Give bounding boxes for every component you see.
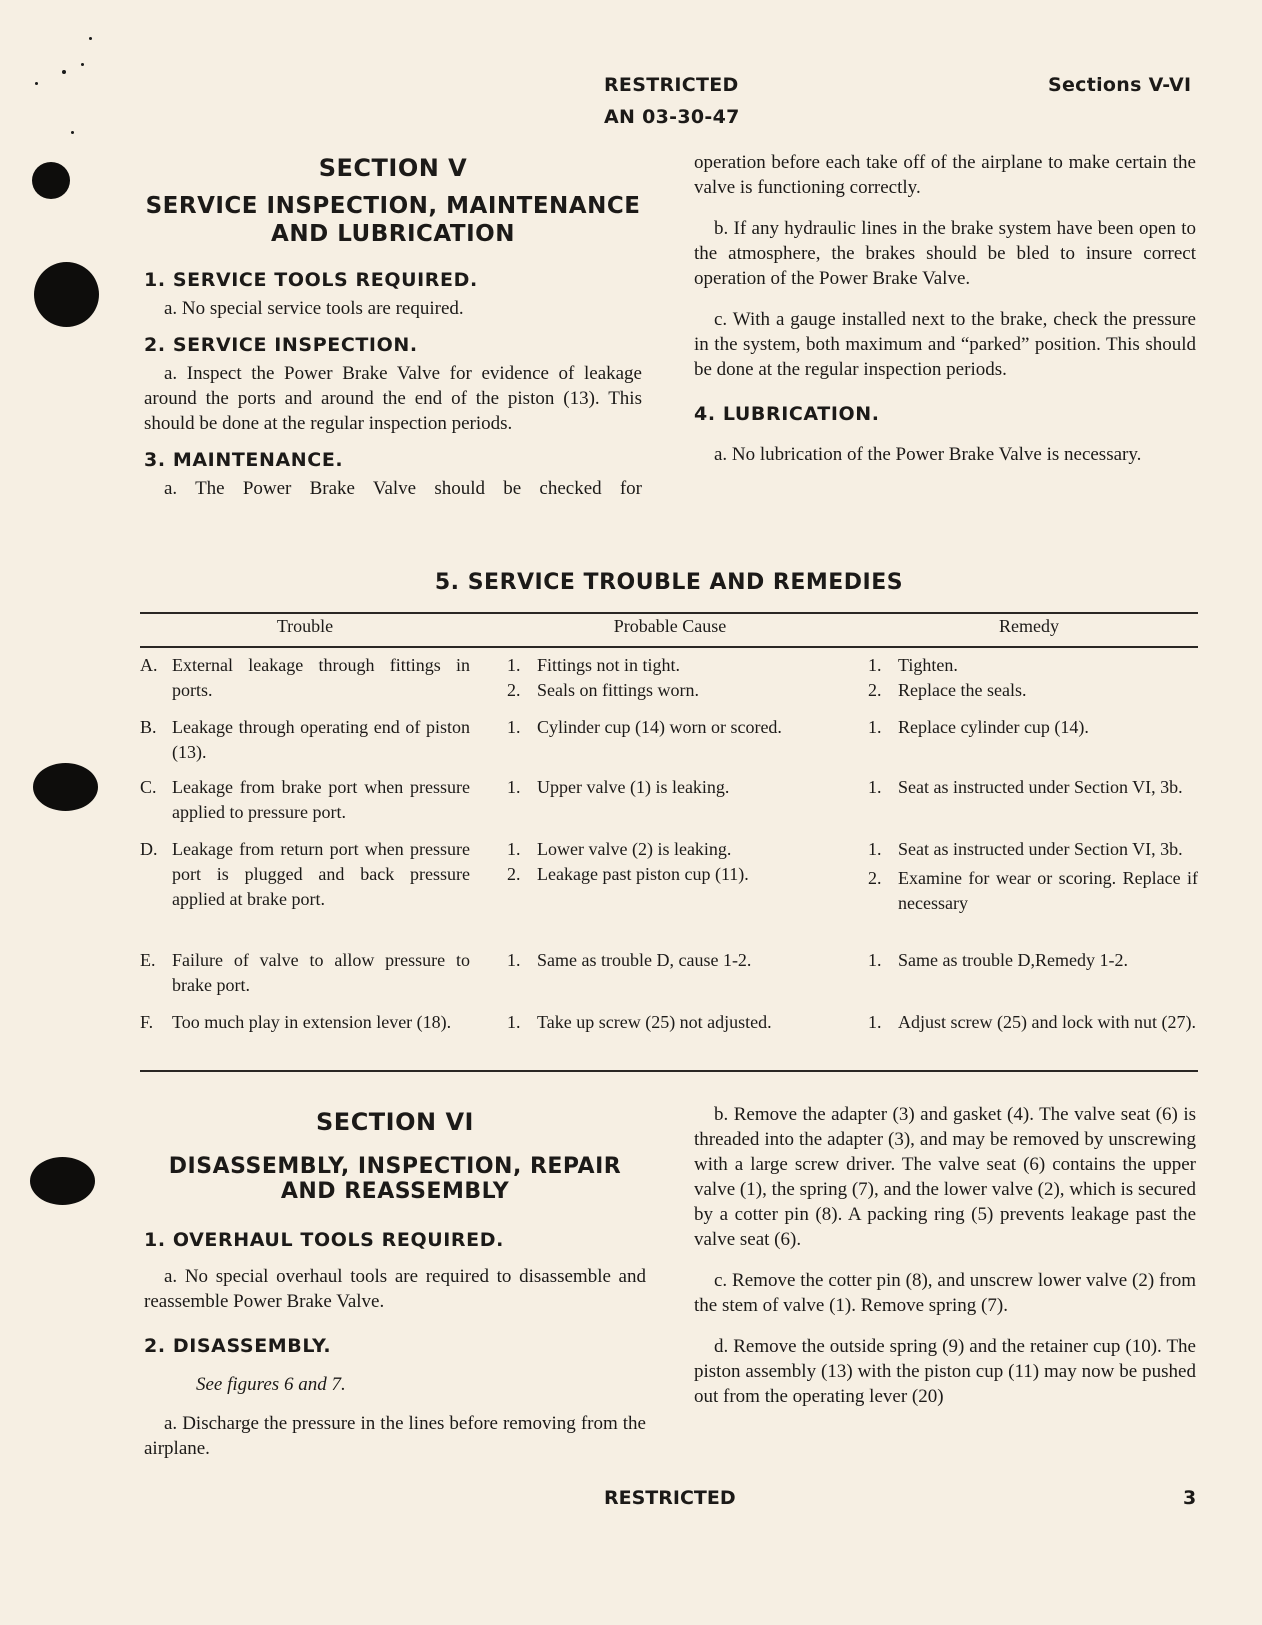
trouble-table-title: 5. SERVICE TROUBLE AND REMEDIES: [434, 570, 904, 595]
paragraph-maintenance-c: c. With a gauge installed next to the brake, check the pressure in the system, both maximum and “parked” position. This should be done at the regular inspection periods.: [694, 309, 1196, 380]
cause-text: Upper valve (1) is leaking.: [537, 777, 730, 797]
binder-hole-3: [33, 763, 98, 811]
heading-maintenance: 3. MAINTENANCE.: [144, 449, 344, 471]
heading-service-inspection: 2. SERVICE INSPECTION.: [144, 334, 418, 356]
footer-classification: RESTRICTED: [604, 1487, 736, 1509]
section-v-title: SECTION V: [318, 154, 468, 182]
trouble-text: Failure of valve to allow pressure to brake port.: [172, 950, 470, 995]
column-header-trouble: Trouble: [276, 616, 334, 636]
row-letter: F.: [140, 1012, 154, 1032]
paper-speck: [35, 82, 38, 85]
heading-disassembly: 2. DISASSEMBLY.: [144, 1335, 332, 1357]
cause-text: Same as trouble D, cause 1-2.: [537, 950, 752, 970]
cause-text: Cylinder cup (14) worn or scored.: [537, 717, 782, 737]
paragraph-disassembly-c: c. Remove the cotter pin (8), and unscrew lower valve (2) from the stem of valve (1). Remove spring (7).: [694, 1270, 1196, 1316]
trouble-text: Leakage from return port when pressure port is plugged and back pressure applied at brake port.: [172, 839, 470, 909]
paper-speck: [89, 37, 92, 40]
binder-hole-1: [32, 162, 70, 199]
cause-text: Take up screw (25) not adjusted.: [537, 1012, 772, 1032]
remedy-text: Seat as instructed under Section VI, 3b.: [898, 839, 1183, 859]
row-letter: D.: [140, 839, 158, 859]
row-letter: A.: [140, 655, 158, 675]
remedy-text: Seat as instructed under Section VI, 3b.: [898, 777, 1183, 797]
paragraph-disassembly-a: a. Discharge the pressure in the lines before removing from the airplane.: [144, 1413, 646, 1459]
table-header-rule: [140, 646, 1198, 648]
binder-hole-2: [34, 262, 99, 327]
heading-service-tools: 1. SERVICE TOOLS REQUIRED.: [144, 269, 478, 291]
remedy-text: Examine for wear or scoring. Replace if necessary: [898, 868, 1198, 913]
paper-speck: [81, 63, 84, 66]
column-header-probable-cause: Probable Cause: [613, 616, 727, 636]
cause-text: Fittings not in tight.: [537, 655, 681, 675]
trouble-text: Too much play in extension lever (18).: [172, 1012, 452, 1032]
row-letter: B.: [140, 717, 157, 737]
disassembly-figure-note: See figures 6 and 7.: [196, 1374, 346, 1395]
section-vi-right-column: [694, 1102, 1196, 1409]
paragraph-overhaul-tools-a: a. No special overhaul tools are required to disassemble and reassemble Power Brake Valve.: [144, 1266, 646, 1312]
section-vi-subtitle-line1: DISASSEMBLY, INSPECTION, REPAIR: [168, 1154, 622, 1179]
remedy-text: Replace cylinder cup (14).: [898, 717, 1089, 737]
remedy-text: Same as trouble D,Remedy 1-2.: [898, 950, 1128, 970]
section-v-subtitle-line1: SERVICE INSPECTION, MAINTENANCE: [145, 193, 641, 219]
trouble-text: External leakage through fittings in ports.: [172, 655, 470, 700]
table-bottom-rule: [140, 1070, 1198, 1072]
header-classification: RESTRICTED: [604, 74, 739, 96]
cause-text: Leakage past piston cup (11).: [537, 864, 749, 884]
remedy-text: Adjust screw (25) and lock with nut (27).: [898, 1012, 1196, 1032]
paragraph-service-tools-a: a. No special service tools are required.: [164, 298, 464, 319]
section-vi-left-column: [144, 1108, 646, 1461]
paragraph-disassembly-b: b. Remove the adapter (3) and gasket (4). The valve seat (6) is threaded into the adapter (3), and may be removed by unscrewing with a large screw driver. The valve seat (6) contains the upper valve (1), the spring (7), and the lower valve (2), which is secured by a cotter pin (8). A packing ring (5) prevents leakage past the valve seat (6).: [694, 1104, 1196, 1250]
column-header-remedy: Remedy: [999, 616, 1059, 636]
paragraph-maintenance-a-start: a. The Power Brake Valve should be checked for: [164, 478, 642, 499]
heading-lubrication: 4. LUBRICATION.: [694, 403, 880, 425]
table-top-rule: [140, 612, 1198, 614]
paragraph-maintenance-b: b. If any hydraulic lines in the brake system have been open to the atmosphere, the brakes should be bled to insure correct operation of the Power Brake Valve.: [694, 218, 1196, 289]
remedy-text: Tighten.: [898, 655, 958, 675]
section-v-right-column: [694, 150, 1196, 467]
section-v-left-column: [144, 154, 642, 501]
trouble-text: Leakage through operating end of piston (13).: [172, 717, 470, 762]
paper-speck: [71, 131, 74, 134]
header-section-range: Sections V-VI: [1048, 74, 1192, 96]
paragraph-service-inspection-a: a. Inspect the Power Brake Valve for evidence of leakage around the ports and around the end of the piston (13). This should be done at the regular inspection periods.: [144, 363, 642, 434]
heading-overhaul-tools: 1. OVERHAUL TOOLS REQUIRED.: [144, 1229, 504, 1251]
cause-text: Seals on fittings worn.: [537, 680, 699, 700]
section-vi-title: SECTION VI: [316, 1108, 474, 1136]
trouble-text: Leakage from brake port when pressure applied to pressure port.: [172, 777, 470, 822]
paragraph-lubrication-a: a. No lubrication of the Power Brake Valve is necessary.: [714, 444, 1142, 465]
cause-text: Lower valve (2) is leaking.: [537, 839, 732, 859]
section-vi-subtitle-line2: AND REASSEMBLY: [280, 1179, 510, 1204]
row-letter: E.: [140, 950, 156, 970]
header-doc-number: AN 03-30-47: [604, 106, 740, 128]
row-letter: C.: [140, 777, 157, 797]
paper-speck: [62, 70, 66, 74]
section-v-subtitle-line2: AND LUBRICATION: [271, 221, 515, 247]
binder-hole-4: [30, 1157, 95, 1205]
paragraph-maintenance-a-cont: operation before each take off of the airplane to make certain the valve is functioning correctly.: [694, 152, 1196, 198]
paragraph-disassembly-d: d. Remove the outside spring (9) and the retainer cup (10). The piston assembly (13) with the piston cup (11) may now be pushed out from the operating lever (20): [694, 1336, 1196, 1407]
page-number: 3: [1183, 1487, 1197, 1509]
remedy-text: Replace the seals.: [898, 680, 1027, 700]
